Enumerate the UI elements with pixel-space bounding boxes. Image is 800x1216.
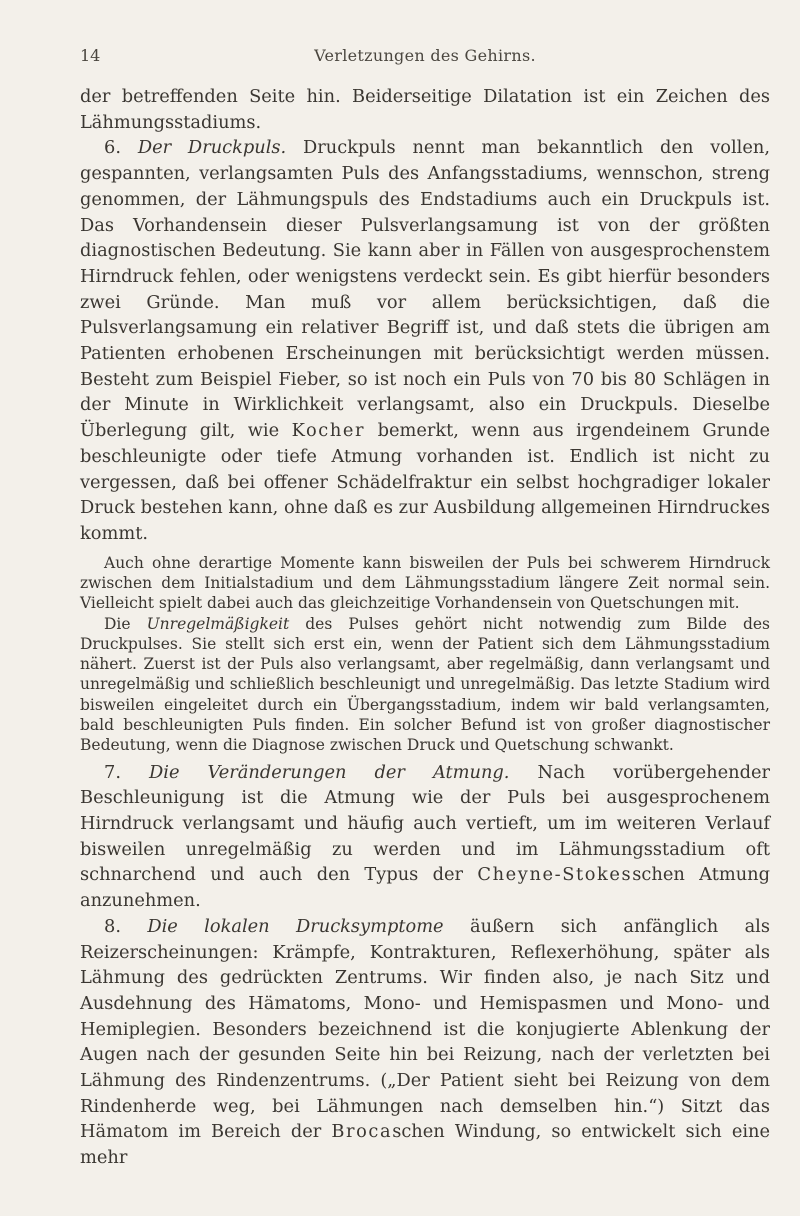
paragraph-text: bemerkt, wenn aus irgendeinem Grunde beschleunigte oder tiefe Atmung vorhanden ist. Endlich ist nicht zu vergessen, daß bei offener Schädelfraktur ein selbst hochgradiger lokaler Druck bestehen kann, ohne daß es zur Ausbildung allgemeinen Hirndruckes kommt.: [80, 420, 770, 544]
paragraph-text: schen Atmung anzunehmen.: [80, 864, 770, 912]
book-page: [80, 46, 770, 1171]
paragraph-atmung: [80, 760, 770, 914]
emphasis-term: Unregelmäßigkeit: [146, 614, 290, 633]
paragraph-text: Auch ohne derartige Momente kann bisweilen der Puls bei schwerem Hirndruck zwischen dem Initialstadium und dem Lähmungsstadium längere Zeit normal sein. Vielleicht spielt dabei auch das gleichzeitige Vorhandensein von Quetschungen mit.: [80, 553, 770, 613]
paragraph-text: Nach vorübergehender Beschleunigung ist die Atmung wie der Puls bei ausgesprochenem Hirndruck verlangsamt und häufig auch vertieft, um im weiteren Verlauf bisweilen unregelmäßig zu werden und im Lähmungsstadium oft schnarchend und auch den Typus der: [80, 761, 770, 886]
large-text-block-1: [80, 84, 770, 547]
body-text: [80, 84, 770, 1171]
paragraph-text: Druckpuls nennt man bekanntlich den vollen, gespannten, verlangsamten Puls des Anfangsstadiums, wennschon, streng genommen, der Lähmungspuls des Endstadiums auch ein Druckpuls ist. Das Vorhandensein dieser Pulsverlangsamung ist von der größten diagnostischen Bedeutung. Sie kann aber in Fällen von ausgesprochenstem Hirndruck fehlen, oder wenigstens verdeckt sein. Es gibt hierfür besonders zwei Gründe. Man muß vor allem berücksichtigen, daß die Pulsverlangsamung ein relativer Begriff ist, und daß stets die übrigen am Patienten erhobenen Erscheinungen mit berücksichtigt werden müssen. Besteht zum Beispiel Fieber, so ist noch ein Puls von 70 bis 80 Schlägen in der Minute in Wirklichkeit verlangsamt, also ein Druckpuls. Dieselbe Überlegung gilt, wie: [80, 137, 770, 442]
author-name: Cheyne-Stokes: [477, 864, 633, 886]
paragraph-druckpuls: [80, 135, 770, 546]
running-title: Verletzungen des Gehirns.: [314, 46, 536, 65]
small-text-block: [80, 553, 770, 756]
section-number: 6.: [104, 137, 138, 159]
paragraph-text: der betreffenden Seite hin. Beiderseitige Dilatation ist ein Zeichen des Lähmungsstadiums.: [80, 86, 770, 133]
section-number: 7.: [104, 761, 150, 783]
section-number: 8.: [104, 915, 148, 937]
running-head: [80, 46, 770, 76]
paragraph-text: äußern sich anfänglich als Reizerscheinungen: Krämpfe, Kontrakturen, Reflexerhöhung, später als Lähmung des gedrückten Zentrums. Wir finden also, je nach Sitz und Ausdehnung des Hämatoms, Mono- und Hemispasmen und Mono- und Hemiplegien. Besonders bezeichnend ist die konjugierte Ablenkung der Augen nach der gesunden Seite hin bei Reizung, nach der verletzten bei Lähmung des Rindenzentrums. („Der Patient sieht bei Reizung von dem Rindenherde weg, bei Lähmungen nach demselben hin.“) Sitzt das Hämatom im Bereich der: [80, 915, 770, 1143]
paragraph-text: schen Windung, so entwickelt sich eine mehr: [80, 1121, 770, 1169]
author-name: Broca: [331, 1121, 393, 1143]
paragraph-text: Die: [104, 614, 147, 633]
paragraph-small-2: [80, 614, 770, 756]
paragraph-small-1: [80, 553, 770, 614]
section-heading: Der Druckpuls.: [137, 137, 287, 159]
paragraph-continuation: [80, 84, 770, 135]
section-heading: Die lokalen Drucksymptome: [147, 915, 444, 937]
large-text-block-2: [80, 760, 770, 1171]
page-number: 14: [80, 46, 101, 65]
paragraph-drucksymptome: [80, 914, 770, 1171]
paragraph-text: des Pulses gehört nicht notwendig zum Bilde des Druckpulses. Sie stellt sich erst ein, wenn der Patient sich dem Lähmungsstadium nähert. Zuerst ist der Puls also verlangsamt, aber regelmäßig, dann verlangsamt und unregelmäßig und schließlich beschleunigt und unregelmäßig. Das letzte Stadium wird bisweilen eingeleitet durch ein Übergangsstadium, indem wir bald verlangsamten, bald beschleunigten Puls finden. Ein solcher Befund ist von großer diagnostischer Bedeutung, wenn die Diagnose zwischen Druck und Quetschung schwankt.: [80, 614, 771, 755]
author-name: Kocher: [291, 420, 366, 442]
section-heading: Die Veränderungen der Atmung.: [149, 761, 510, 783]
